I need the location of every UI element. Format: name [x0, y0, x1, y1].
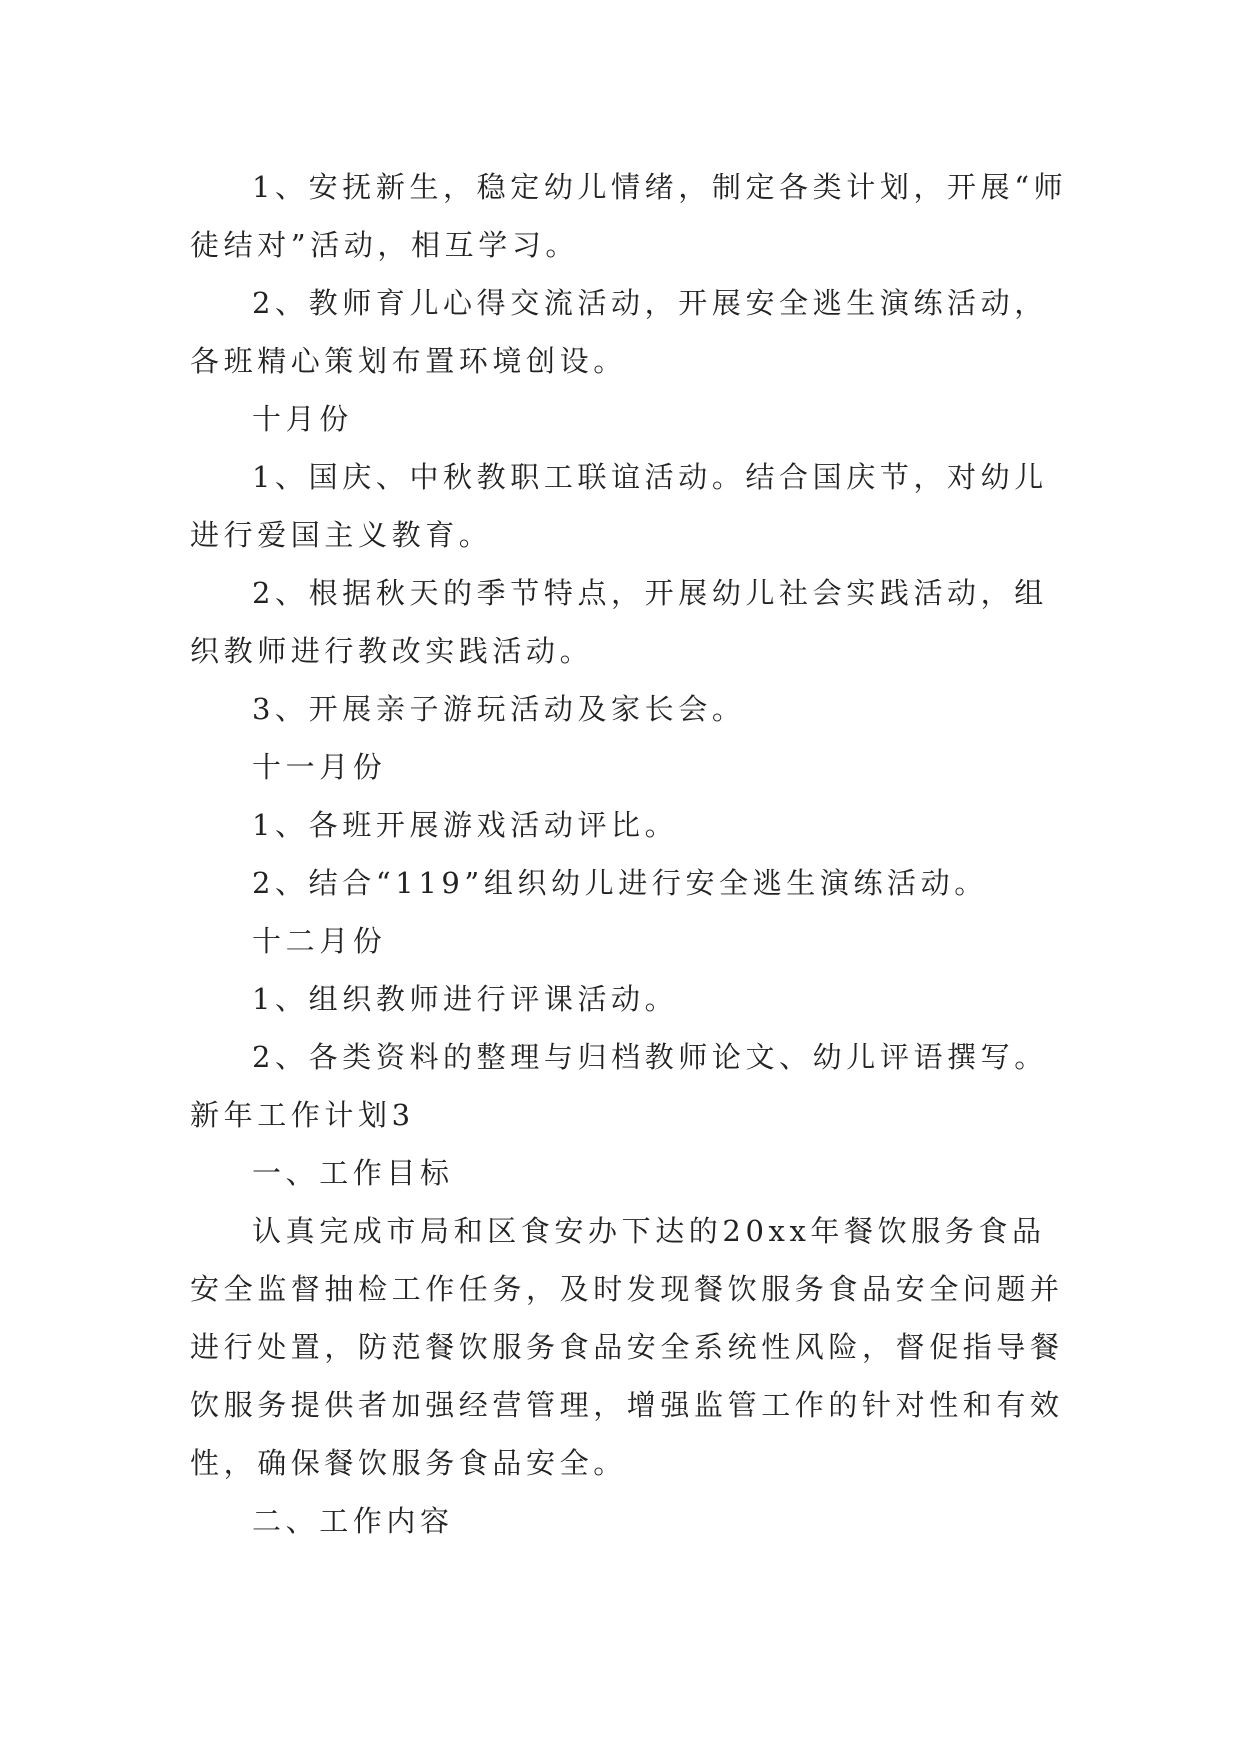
paragraph-line: 各班精心策划布置环境创设。 [190, 344, 627, 378]
section-heading-goals: 一、工作目标 [252, 1156, 454, 1190]
month-heading-november: 十一月份 [252, 750, 387, 784]
paragraph-line: 徒结对”活动，相互学习。 [190, 228, 580, 262]
document-body [190, 158, 1070, 1550]
paragraph-line: 2、结合“119”组织幼儿进行安全逃生演练活动。 [252, 866, 988, 900]
paragraph-line: 1、安抚新生，稳定幼儿情绪，制定各类计划，开展“师 [252, 170, 1068, 204]
paragraph-line: 1、各班开展游戏活动评比。 [252, 808, 679, 842]
paragraph-line: 性，确保餐饮服务食品安全。 [190, 1446, 627, 1480]
paragraph-line: 1、国庆、中秋教职工联谊活动。结合国庆节，对幼儿 [252, 460, 1048, 494]
plan-title: 新年工作计划3 [190, 1098, 415, 1132]
month-heading-december: 十二月份 [252, 924, 387, 958]
paragraph-line: 进行爱国主义教育。 [190, 518, 493, 552]
paragraph-line: 饮服务提供者加强经营管理，增强监管工作的针对性和有效 [190, 1388, 1064, 1422]
paragraph-line: 1、组织教师进行评课活动。 [252, 982, 679, 1016]
month-heading-october: 十月份 [252, 402, 353, 436]
paragraph-line: 3、开展亲子游玩活动及家长会。 [252, 692, 746, 726]
paragraph-line: 2、根据秋天的季节特点，开展幼儿社会实践活动，组 [252, 576, 1048, 610]
section-heading-content: 二、工作内容 [252, 1504, 454, 1538]
paragraph-line: 2、各类资料的整理与归档教师论文、幼儿评语撰写。 [252, 1040, 1048, 1074]
paragraph-line: 织教师进行教改实践活动。 [190, 634, 594, 668]
paragraph-line: 2、教师育儿心得交流活动，开展安全逃生演练活动， [252, 286, 1048, 320]
paragraph-line: 认真完成市局和区食安办下达的20xx年餐饮服务食品 [252, 1214, 1046, 1248]
paragraph-line: 进行处置，防范餐饮服务食品安全系统性风险，督促指导餐 [190, 1330, 1064, 1364]
paragraph-line: 安全监督抽检工作任务，及时发现餐饮服务食品安全问题并 [190, 1272, 1064, 1306]
